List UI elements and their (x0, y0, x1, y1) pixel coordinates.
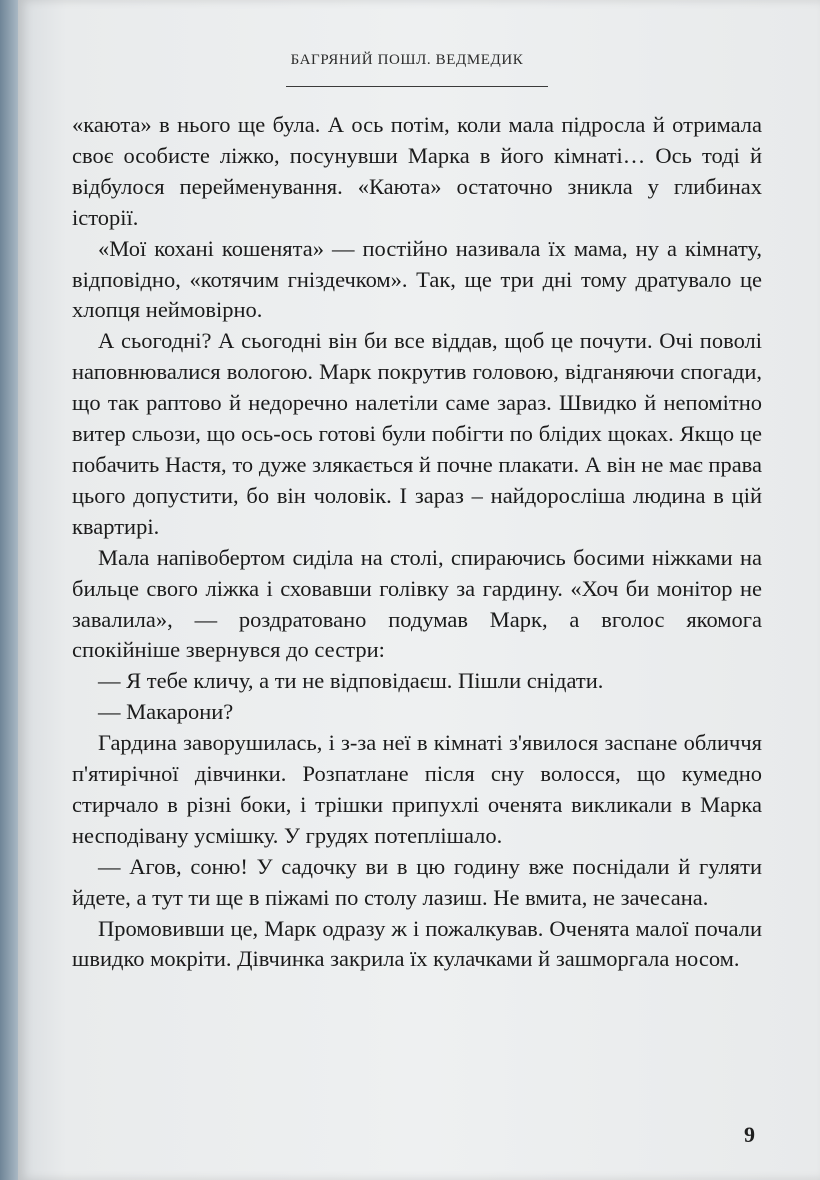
book-spine-edge (0, 0, 18, 1180)
dialogue-line: — Я тебе кличу, а ти не відповідаєш. Пішли снідати. (98, 668, 604, 694)
page-number: 9 (744, 1122, 755, 1147)
body-text (72, 110, 762, 975)
running-head: БАГРЯНИЙ ПОШЛ. ВЕДМЕДИК (290, 52, 524, 68)
dialogue-line: — Агов, соню! У садочку ви в цю годину вже поснідали й гуляти йдете, а тут ти ще в піжамі по столу лазиш. Не вмита, не зачесана. (72, 853, 762, 910)
paragraph: Гардина заворушилась, і з-за неї в кімнаті з'явилося заспане обличчя п'ятирічної дівчинки. Розпатлане після сну волосся, що кумедно стирчало в різні боки, і трішки припухлі оченята викликали в Марка несподівану усмішку. У грудях потеплішало. (72, 730, 762, 848)
header-rule (286, 86, 548, 87)
book-page (18, 0, 820, 1180)
paragraph: А сьогодні? А сьогодні він би все віддав, щоб це почути. Очі поволі наповнювалися вологою. Марк покрутив головою, відганяючи спогади, що так раптово й недоречно налетіли саме зараз. Швидко й непомітно витер сльози, що ось-ось готові були побігти по блідих щоках. Якщо це побачить Настя, то дуже злякається й почне плакати. А він не має права цього допустити, бо він чоловік. І зараз – найдоросліша людина в цій квартирі. (72, 328, 762, 539)
paragraph: «каюта» в нього ще була. А ось потім, коли мала підросла й отримала своє особисте ліжко, посунувши Марка в його кімнаті… Ось тоді й відбулося перейменування. «Каюта» остаточно зникла у глибинах історії. (72, 112, 762, 230)
paragraph: Мала напівобертом сиділа на столі, спираючись босими ніжками на бильце свого ліжка і сховавши голівку за гардину. «Хоч би монітор не завалила», — роздратовано подумав Марк, а вголос якомога спокійніше звернувся до сестри: (72, 544, 762, 663)
paragraph: Промовивши це, Марк одразу ж і пожалкував. Оченята малої почали швидко мокріти. Дівчинка закрила їх кулачками й зашморгала носом. (72, 915, 762, 972)
dialogue-line: — Макарони? (98, 699, 234, 725)
paragraph: «Мої кохані кошенята» — постійно називала їх мама, ну а кімнату, відповідно, «котячим гніздечком». Так, ще три дні тому дратувало це хлопця неймовірно. (72, 235, 762, 323)
